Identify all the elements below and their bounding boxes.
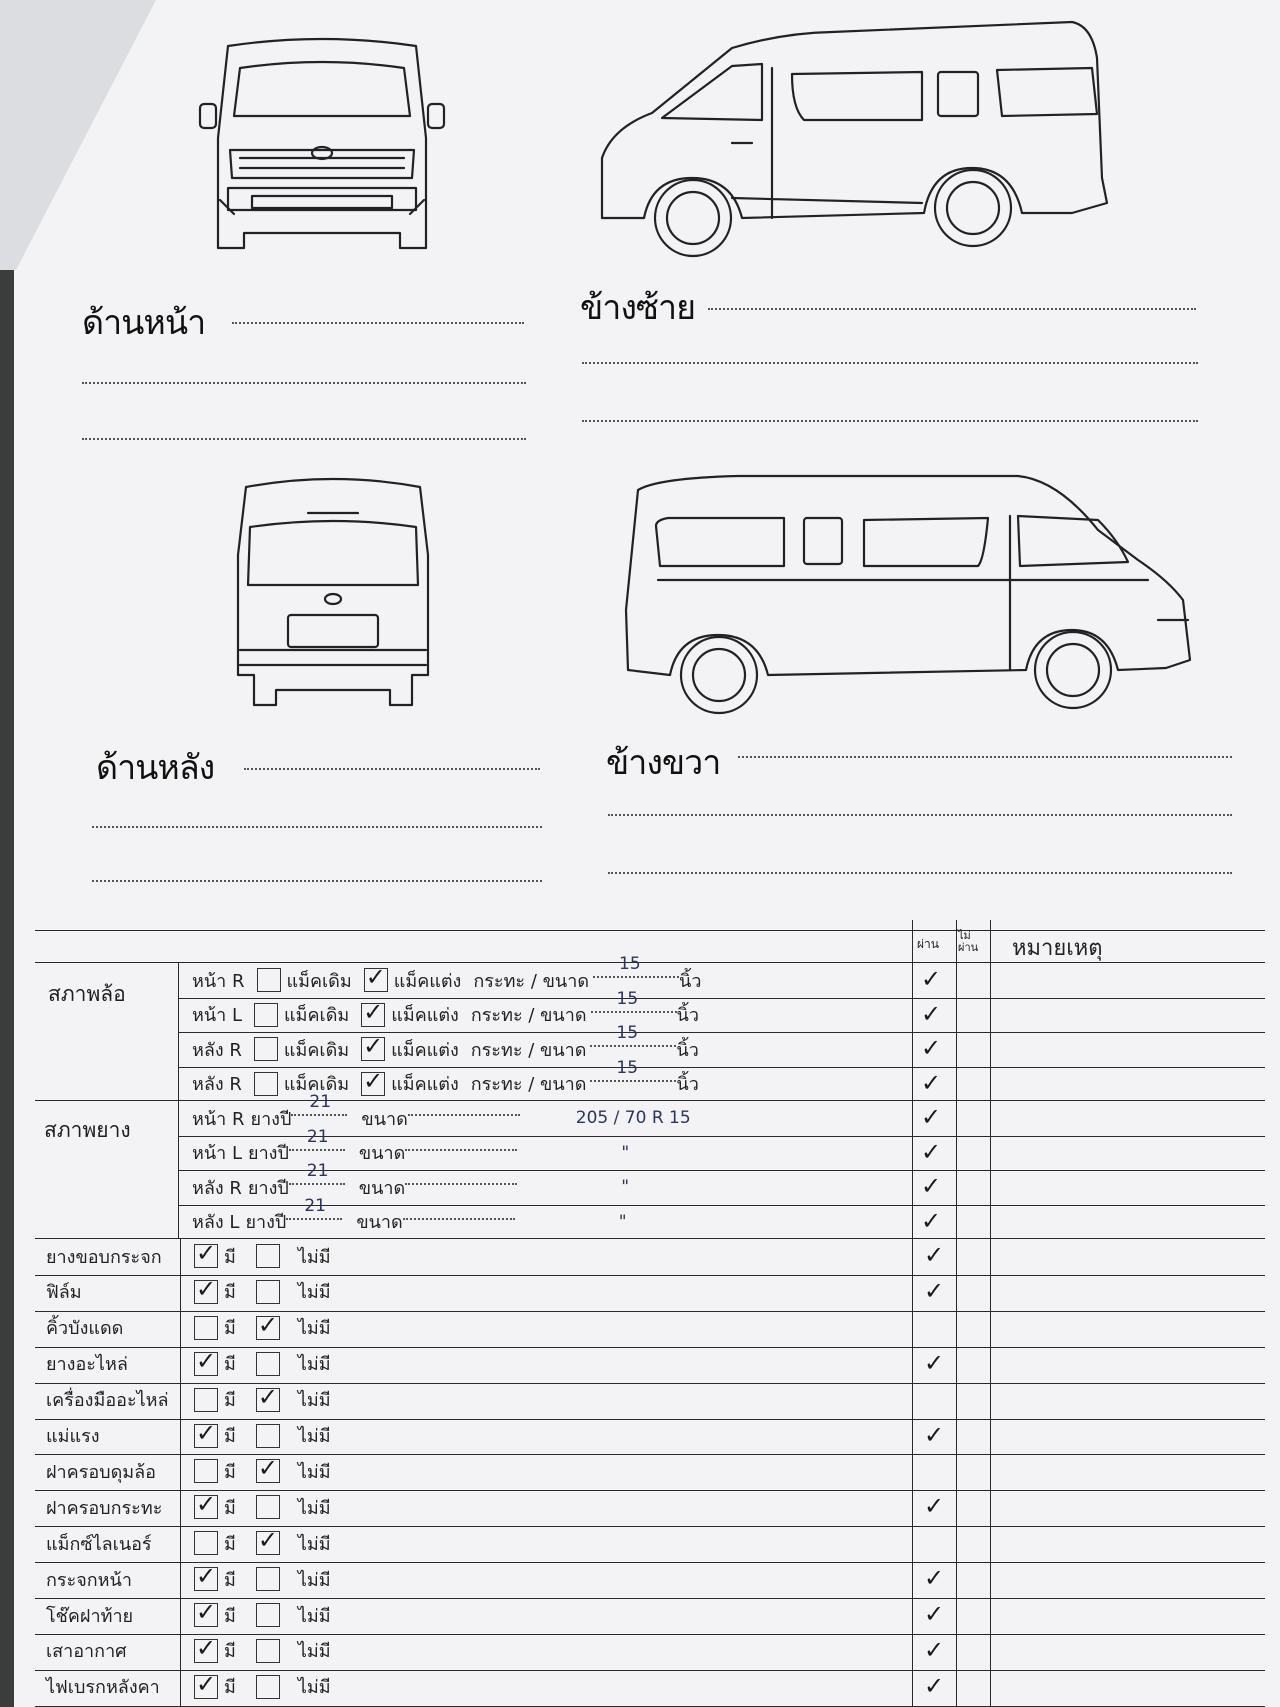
item-options bbox=[194, 1670, 331, 1704]
front-view-label: ด้านหน้า bbox=[82, 303, 206, 343]
check-mark: ✓ bbox=[363, 1066, 384, 1095]
pass-check[interactable]: ✓ bbox=[924, 1492, 945, 1521]
pass-header: ผ่าน bbox=[917, 937, 939, 951]
tire-position: หลัง R bbox=[192, 1177, 242, 1199]
check-mark: ✓ bbox=[196, 1669, 217, 1698]
rear-view-label: ด้านหลัง bbox=[96, 748, 215, 788]
tire-year-field[interactable] bbox=[289, 1161, 345, 1185]
none-label: ไม่มี bbox=[297, 1605, 331, 1627]
none-label: ไม่มี bbox=[297, 1569, 331, 1591]
tire-position: หลัง L bbox=[192, 1212, 240, 1233]
tire-year-field[interactable] bbox=[286, 1195, 342, 1220]
check-mark: ✓ bbox=[363, 997, 384, 1026]
item-name: แม็กซ์ไลเนอร์ bbox=[46, 1533, 152, 1555]
van-rear-drawing bbox=[228, 475, 438, 725]
rim-size-label: กระทะ / ขนาด bbox=[470, 1074, 587, 1095]
pass-check[interactable]: ✓ bbox=[921, 1068, 942, 1097]
van-front-drawing bbox=[200, 38, 445, 278]
remark-col-left bbox=[990, 920, 991, 1707]
original-rim-label: แม็คเดิม bbox=[284, 1005, 350, 1026]
check-mark: ✓ bbox=[257, 1382, 278, 1411]
tire-year-field[interactable] bbox=[291, 1092, 347, 1116]
has-checkbox[interactable] bbox=[194, 1633, 218, 1663]
tire-year-value: 21 bbox=[304, 1195, 326, 1216]
has-label: มี bbox=[224, 1533, 236, 1555]
pass-check[interactable]: ✓ bbox=[921, 1034, 942, 1062]
none-checkbox[interactable] bbox=[256, 1454, 280, 1483]
original-rim-checkbox[interactable] bbox=[254, 1037, 278, 1061]
right-view-label: ข้างขวา bbox=[606, 743, 721, 783]
tire-position: หน้า L bbox=[192, 1143, 243, 1164]
tire-size-field[interactable] bbox=[405, 1149, 517, 1151]
has-checkbox[interactable] bbox=[194, 1531, 218, 1555]
has-label: มี bbox=[224, 1246, 236, 1268]
none-label: ไม่มี bbox=[297, 1533, 331, 1555]
wheel-position: หน้า L bbox=[192, 1005, 243, 1026]
tire-size-field[interactable] bbox=[405, 1183, 517, 1185]
item-options bbox=[194, 1598, 331, 1632]
tire-size-label: ขนาด bbox=[356, 1212, 403, 1233]
wheel-position: หน้า R bbox=[192, 970, 245, 992]
tire-size-value: " bbox=[621, 1142, 630, 1163]
tire-row bbox=[192, 1161, 630, 1204]
item-name: เครื่องมืออะไหล่ bbox=[46, 1390, 169, 1412]
wheels-category: สภาพล้อ bbox=[48, 982, 126, 1006]
item-options bbox=[194, 1347, 331, 1381]
tire-year-value: 21 bbox=[306, 1161, 329, 1181]
pass-check[interactable]: ✓ bbox=[924, 1276, 945, 1305]
item-options bbox=[194, 1562, 331, 1596]
item-name: ฝาครอบกระทะ bbox=[46, 1497, 163, 1519]
item-name: ฟิล์ม bbox=[46, 1282, 82, 1304]
has-checkbox[interactable] bbox=[194, 1274, 218, 1304]
item-options bbox=[194, 1383, 331, 1417]
left-note-line-3[interactable] bbox=[582, 420, 1198, 422]
has-checkbox[interactable] bbox=[194, 1418, 218, 1448]
original-rim-label: แม็คเดิม bbox=[283, 1074, 350, 1095]
right-note-line-3[interactable] bbox=[608, 872, 1232, 874]
none-checkbox[interactable] bbox=[256, 1639, 280, 1663]
item-options bbox=[194, 1419, 331, 1453]
pass-check[interactable]: ✓ bbox=[924, 1671, 945, 1700]
tires-category: สภาพยาง bbox=[44, 1118, 131, 1142]
tire-row bbox=[192, 1092, 691, 1135]
has-label: มี bbox=[224, 1461, 236, 1483]
none-label: ไม่มี bbox=[297, 1677, 331, 1699]
pass-check[interactable]: ✓ bbox=[924, 1600, 945, 1628]
none-checkbox[interactable] bbox=[256, 1310, 280, 1340]
tire-year-label: ยางปี bbox=[250, 1108, 292, 1130]
tire-year-value: 21 bbox=[309, 1092, 332, 1112]
item-options bbox=[194, 1311, 331, 1345]
none-checkbox[interactable] bbox=[256, 1424, 280, 1448]
original-rim-label: แม็คเดิม bbox=[286, 970, 352, 992]
item-options bbox=[194, 1454, 331, 1488]
inch-unit: นิ้ว bbox=[676, 1005, 699, 1026]
category-col-line-2 bbox=[178, 1100, 179, 1238]
rim-size-field[interactable] bbox=[590, 1057, 676, 1082]
item-options bbox=[194, 1239, 331, 1273]
has-label: มี bbox=[224, 1641, 236, 1663]
custom-rim-label: แม็คแต่ง bbox=[391, 1005, 459, 1026]
left-view-label: ข้างซ้าย bbox=[580, 288, 696, 328]
check-mark: ✓ bbox=[196, 1562, 217, 1591]
none-label: ไม่มี bbox=[297, 1497, 331, 1519]
rim-size-label: กระทะ / ขนาด bbox=[470, 1005, 587, 1026]
check-mark: ✓ bbox=[257, 1526, 278, 1555]
wheel-position: หลัง R bbox=[192, 1039, 242, 1061]
wheel-position: หลัง R bbox=[192, 1074, 242, 1095]
has-label: มี bbox=[224, 1282, 236, 1304]
category-col-line bbox=[178, 962, 179, 1100]
inch-unit: นิ้ว bbox=[676, 1074, 699, 1095]
tire-size-label: ขนาด bbox=[358, 1177, 406, 1199]
none-label: ไม่มี bbox=[297, 1390, 331, 1412]
tire-size-field[interactable] bbox=[408, 1114, 520, 1116]
has-label: มี bbox=[224, 1677, 236, 1699]
pass-check[interactable]: ✓ bbox=[921, 965, 942, 993]
tire-size-label: ขนาด bbox=[358, 1143, 406, 1164]
item-options bbox=[194, 1275, 331, 1309]
tire-size-value: " bbox=[618, 1211, 627, 1232]
none-checkbox[interactable] bbox=[256, 1675, 280, 1699]
has-label: มี bbox=[224, 1318, 236, 1340]
none-checkbox[interactable] bbox=[256, 1244, 280, 1268]
custom-rim-label: แม็คแต่ง bbox=[393, 970, 462, 992]
tire-size-value: " bbox=[621, 1177, 630, 1197]
none-checkbox[interactable] bbox=[256, 1280, 280, 1304]
original-rim-checkbox[interactable] bbox=[254, 1003, 278, 1027]
left-note-line-1[interactable] bbox=[708, 308, 1196, 310]
has-label: มี bbox=[224, 1569, 236, 1591]
check-mark: ✓ bbox=[257, 1454, 278, 1483]
rim-size-value: 15 bbox=[616, 1057, 639, 1078]
van-right-side-drawing bbox=[618, 470, 1208, 720]
has-checkbox[interactable] bbox=[194, 1316, 218, 1340]
has-checkbox[interactable] bbox=[194, 1490, 218, 1519]
original-rim-label: แม็คเดิม bbox=[283, 1039, 350, 1061]
item-name: โช๊คฝาท้าย bbox=[46, 1605, 134, 1627]
check-mark: ✓ bbox=[196, 1239, 217, 1267]
rim-size-field[interactable] bbox=[591, 988, 677, 1013]
pass-check[interactable]: ✓ bbox=[924, 1635, 945, 1664]
check-mark: ✓ bbox=[257, 1310, 278, 1339]
has-checkbox[interactable] bbox=[194, 1562, 218, 1591]
inch-unit: นิ้ว bbox=[679, 970, 702, 992]
has-checkbox[interactable] bbox=[194, 1388, 218, 1412]
tire-row bbox=[192, 1126, 630, 1170]
original-rim-checkbox[interactable] bbox=[257, 968, 281, 992]
check-mark: ✓ bbox=[196, 1633, 217, 1662]
check-mark: ✓ bbox=[365, 963, 386, 991]
has-label: มี bbox=[224, 1497, 236, 1519]
check-mark: ✓ bbox=[196, 1346, 217, 1375]
fail-header: ไม่ผ่าน bbox=[958, 929, 979, 954]
tire-size-label: ขนาด bbox=[361, 1108, 408, 1130]
item-name: คิ้วบังแดด bbox=[46, 1318, 124, 1340]
tire-size-field[interactable] bbox=[403, 1218, 515, 1220]
check-mark: ✓ bbox=[196, 1490, 217, 1519]
tire-position: หน้า R bbox=[192, 1108, 245, 1130]
none-label: ไม่มี bbox=[297, 1282, 331, 1304]
rim-size-value: 15 bbox=[616, 988, 639, 1009]
pass-check[interactable]: ✓ bbox=[921, 1137, 942, 1166]
has-label: มี bbox=[224, 1354, 236, 1376]
rear-note-line-3[interactable] bbox=[92, 880, 542, 882]
none-label: ไม่มี bbox=[297, 1426, 331, 1447]
remarks-header: หมายเหตุ bbox=[1012, 936, 1103, 961]
rim-size-label: กระทะ / ขนาด bbox=[473, 970, 590, 992]
tire-year-label: ยางปี bbox=[245, 1212, 287, 1233]
pass-check[interactable]: ✓ bbox=[921, 1103, 942, 1131]
tire-year-label: ยางปี bbox=[248, 1143, 289, 1164]
pass-check[interactable]: ✓ bbox=[921, 999, 942, 1028]
pass-check[interactable]: ✓ bbox=[921, 1206, 942, 1235]
item-name: กระจกหน้า bbox=[46, 1569, 132, 1591]
none-label: ไม่มี bbox=[297, 1461, 331, 1483]
right-note-line-1[interactable] bbox=[738, 756, 1232, 758]
has-checkbox[interactable] bbox=[194, 1346, 218, 1376]
tire-year-value: 21 bbox=[306, 1126, 329, 1147]
tire-year-label: ยางปี bbox=[247, 1177, 289, 1199]
none-checkbox[interactable] bbox=[256, 1603, 280, 1627]
item-name: ฝาครอบดุมล้อ bbox=[46, 1461, 156, 1483]
none-checkbox[interactable] bbox=[256, 1526, 280, 1555]
tire-size-value: 205 / 70 R 15 bbox=[575, 1108, 691, 1128]
item-name: ไฟเบรกหลังคา bbox=[46, 1677, 160, 1699]
check-mark: ✓ bbox=[196, 1598, 217, 1626]
inch-unit: นิ้ว bbox=[676, 1039, 699, 1061]
none-checkbox[interactable] bbox=[256, 1382, 280, 1412]
right-note-line-2[interactable] bbox=[608, 814, 1232, 816]
item-name: ยางอะไหล่ bbox=[46, 1354, 128, 1376]
item-col-line bbox=[180, 1238, 181, 1707]
pass-check[interactable]: ✓ bbox=[921, 1172, 942, 1200]
rim-size-value: 15 bbox=[619, 954, 641, 974]
has-checkbox[interactable] bbox=[194, 1239, 218, 1268]
pass-check[interactable]: ✓ bbox=[924, 1564, 945, 1593]
none-checkbox[interactable] bbox=[256, 1495, 280, 1519]
custom-rim-checkbox[interactable] bbox=[361, 1032, 385, 1061]
front-note-line-2[interactable] bbox=[82, 382, 526, 384]
item-name: เสาอากาศ bbox=[46, 1641, 127, 1663]
has-label: มี bbox=[224, 1390, 236, 1412]
custom-rim-label: แม็คแต่ง bbox=[391, 1039, 459, 1061]
tire-row bbox=[192, 1195, 627, 1239]
pass-check[interactable]: ✓ bbox=[924, 1241, 945, 1269]
rim-size-field[interactable] bbox=[590, 1023, 676, 1047]
pass-check[interactable]: ✓ bbox=[924, 1348, 945, 1377]
none-label: ไม่มี bbox=[297, 1641, 331, 1663]
check-mark: ✓ bbox=[363, 1032, 384, 1060]
left-note-line-2[interactable] bbox=[582, 362, 1198, 364]
item-options bbox=[194, 1490, 331, 1524]
none-checkbox[interactable] bbox=[256, 1352, 280, 1376]
rim-size-field[interactable] bbox=[593, 954, 679, 978]
fail-col-left bbox=[956, 920, 957, 1707]
check-mark: ✓ bbox=[196, 1274, 217, 1303]
pass-col-left bbox=[912, 920, 913, 1707]
item-options bbox=[194, 1634, 331, 1668]
custom-rim-checkbox[interactable] bbox=[364, 963, 388, 992]
rear-note-line-1[interactable] bbox=[244, 768, 540, 770]
check-mark: ✓ bbox=[196, 1418, 217, 1447]
original-rim-checkbox[interactable] bbox=[254, 1072, 278, 1096]
item-name: ยางขอบกระจก bbox=[46, 1246, 162, 1268]
tire-year-field[interactable] bbox=[289, 1126, 345, 1151]
wheel-row bbox=[192, 1057, 699, 1101]
has-checkbox[interactable] bbox=[194, 1669, 218, 1699]
van-left-side-drawing bbox=[592, 18, 1172, 258]
item-options bbox=[194, 1526, 331, 1560]
rim-size-value: 15 bbox=[616, 1023, 639, 1043]
has-checkbox[interactable] bbox=[194, 1459, 218, 1483]
has-label: มี bbox=[224, 1605, 236, 1627]
has-checkbox[interactable] bbox=[194, 1598, 218, 1627]
none-checkbox[interactable] bbox=[256, 1567, 280, 1591]
front-note-line-1[interactable] bbox=[232, 322, 524, 324]
front-note-line-3[interactable] bbox=[82, 438, 526, 440]
custom-rim-checkbox[interactable] bbox=[361, 997, 385, 1027]
has-label: มี bbox=[224, 1426, 236, 1447]
item-name: แม่แรง bbox=[46, 1426, 100, 1447]
rear-note-line-2[interactable] bbox=[92, 826, 542, 828]
none-label: ไม่มี bbox=[297, 1318, 331, 1340]
pass-check[interactable]: ✓ bbox=[924, 1420, 945, 1449]
none-label: ไม่มี bbox=[297, 1246, 331, 1268]
none-label: ไม่มี bbox=[297, 1354, 331, 1376]
rim-size-label: กระทะ / ขนาด bbox=[470, 1039, 587, 1061]
custom-rim-label: แม็คแต่ง bbox=[391, 1074, 459, 1095]
custom-rim-checkbox[interactable] bbox=[361, 1066, 385, 1096]
